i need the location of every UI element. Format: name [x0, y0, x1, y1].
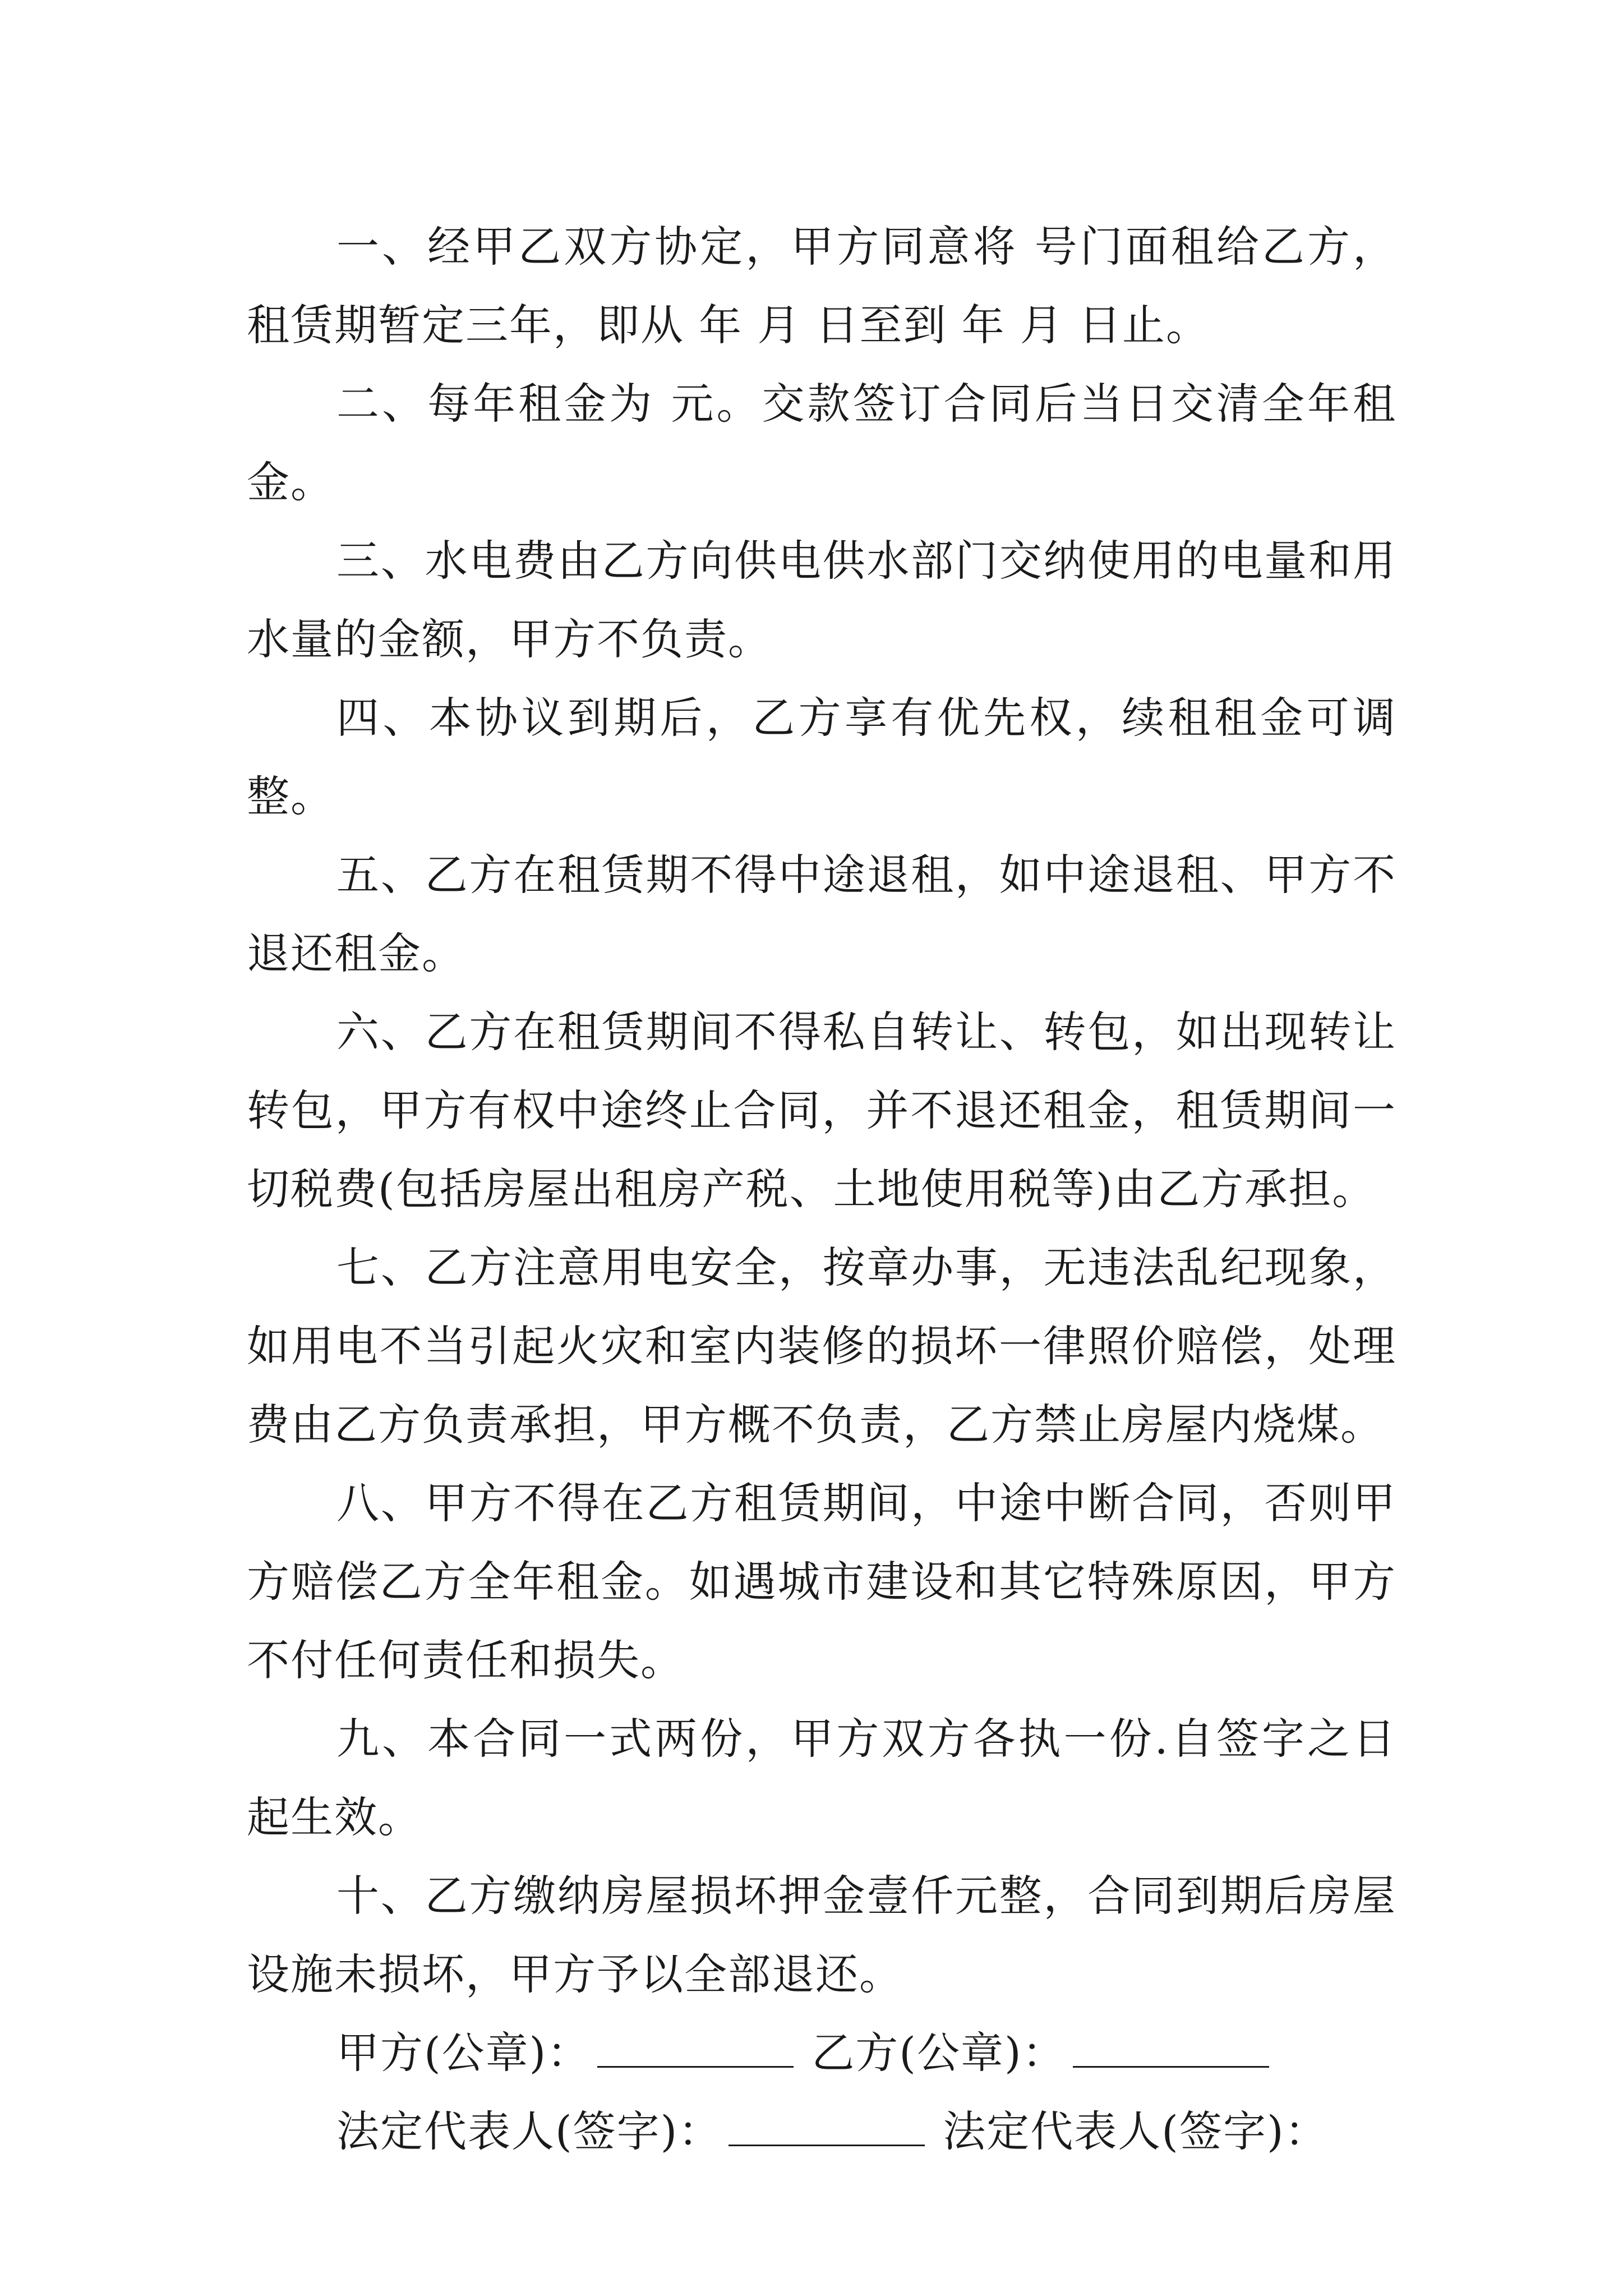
clause-3: 三、水电费由乙方向供电供水部门交纳使用的电量和用水量的金额，甲方不负责。 [247, 536, 1396, 664]
party-a-seal-blank [597, 2032, 794, 2068]
party-b-seal-blank [1073, 2032, 1269, 2068]
clause-1: 一、经甲乙双方协定，甲方同意将 号门面租给乙方，租赁期暂定三年，即从 年 月 日至到 年 月 日止。 [247, 222, 1396, 350]
clause-9: 九、本合同一式两份，甲方双方各执一份.自签字之日起生效。 [247, 1714, 1396, 1842]
party-b-seal-label: 乙方(公章)： [811, 2028, 1066, 2078]
legal-rep-row [247, 2092, 1396, 2171]
clause-2: 二、每年租金为 元。交款签订合同后当日交清全年租金。 [247, 379, 1396, 507]
clause-10: 十、乙方缴纳房屋损坏押金壹仟元整，合同到期后房屋设施未损坏，甲方予以全部退还。 [247, 1871, 1396, 1999]
party-a-seal-label: 甲方(公章)： [336, 2028, 591, 2078]
legal-rep-a-label: 法定代表人(签字)： [336, 2106, 722, 2156]
seal-row [247, 2014, 1396, 2092]
legal-rep-a-blank [728, 2111, 925, 2146]
contract-body [247, 208, 1396, 2171]
clause-8: 八、甲方不得在乙方租赁期间，中途中断合同，否则甲方赔偿乙方全年租金。如遇城市建设和其它特殊原因，甲方不付任何责任和损失。 [247, 1478, 1396, 1685]
clause-7: 七、乙方注意用电安全，按章办事，无违法乱纪现象，如用电不当引起火灾和室内装修的损坏一律照价赔偿，处理费由乙方负责承担，甲方概不负责，乙方禁止房屋内烧煤。 [247, 1243, 1396, 1450]
clause-6: 六、乙方在租赁期间不得私自转让、转包，如出现转让转包，甲方有权中途终止合同，并不退还租金，租赁期间一切税费(包括房屋出租房产税、土地使用税等)由乙方承担。 [247, 1007, 1396, 1214]
clause-4: 四、本协议到期后，乙方享有优先权，续租租金可调整。 [247, 693, 1396, 821]
legal-rep-b-label: 法定代表人(签字)： [943, 2106, 1329, 2156]
clause-5: 五、乙方在租赁期不得中途退租，如中途退租、甲方不退还租金。 [247, 850, 1396, 978]
